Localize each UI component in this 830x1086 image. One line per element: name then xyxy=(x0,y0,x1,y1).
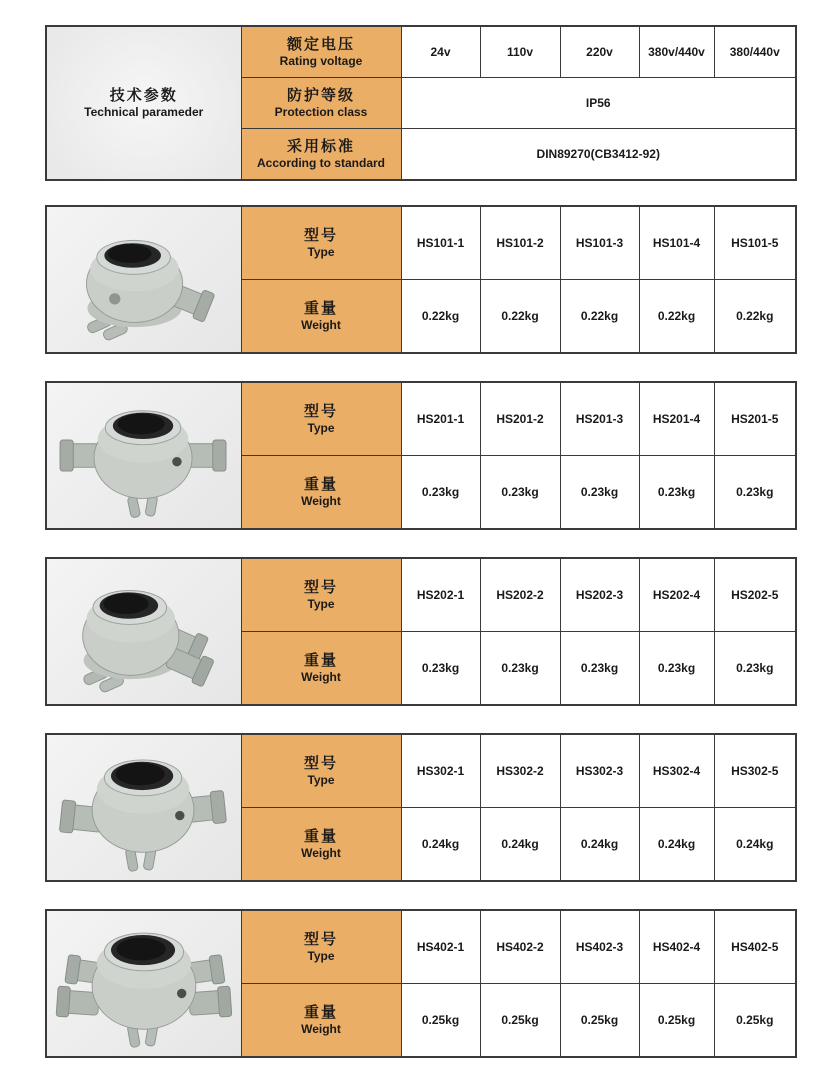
product-table-hs201 xyxy=(45,381,797,530)
type-value: HS402-5 xyxy=(714,910,796,984)
junction-box-four-outlets-image xyxy=(51,918,236,1050)
type-label-zh: 型号 xyxy=(303,930,338,948)
protection-class-value: IP56 xyxy=(401,78,796,129)
type-value: HS202-3 xyxy=(560,558,639,632)
standard-value: DIN89270(CB3412-92) xyxy=(401,129,796,181)
type-value: HS201-4 xyxy=(639,382,714,456)
type-value: HS101-2 xyxy=(480,206,560,280)
weight-value: 0.24kg xyxy=(714,808,796,882)
type-label-cell xyxy=(241,734,401,808)
type-label-en: Type xyxy=(307,596,335,611)
type-label-zh: 型号 xyxy=(303,578,338,596)
weight-label-en: Weight xyxy=(301,493,341,508)
type-value: HS201-1 xyxy=(401,382,480,456)
weight-value: 0.22kg xyxy=(560,280,639,354)
type-label-en: Type xyxy=(307,244,335,259)
weight-value: 0.25kg xyxy=(714,984,796,1058)
type-label-en: Type xyxy=(307,772,335,787)
weight-value: 0.24kg xyxy=(560,808,639,882)
type-value: HS201-2 xyxy=(480,382,560,456)
weight-value: 0.23kg xyxy=(714,456,796,530)
weight-value: 0.23kg xyxy=(480,456,560,530)
product-photo-hs302 xyxy=(46,734,241,881)
weight-label-cell xyxy=(241,456,401,530)
weight-value: 0.22kg xyxy=(480,280,560,354)
type-label-cell xyxy=(241,382,401,456)
voltage-value: 380/440v xyxy=(714,26,796,78)
weight-value: 0.22kg xyxy=(714,280,796,354)
type-label-cell xyxy=(241,206,401,280)
product-table-hs101 xyxy=(45,205,797,354)
product-photo-hs202 xyxy=(46,558,241,705)
weight-value: 0.24kg xyxy=(401,808,480,882)
type-value: HS101-4 xyxy=(639,206,714,280)
junction-box-two-side-outlets-image xyxy=(51,390,236,522)
type-label-zh: 型号 xyxy=(303,226,338,244)
product-table-hs302 xyxy=(45,733,797,882)
weight-value: 0.23kg xyxy=(401,456,480,530)
weight-label-zh: 重量 xyxy=(303,1003,338,1021)
type-label-cell xyxy=(241,558,401,632)
voltage-value: 220v xyxy=(560,26,639,78)
type-value: HS202-4 xyxy=(639,558,714,632)
weight-value: 0.25kg xyxy=(401,984,480,1058)
type-label-cell xyxy=(241,910,401,984)
type-value: HS202-2 xyxy=(480,558,560,632)
product-table-hs202 xyxy=(45,557,797,706)
type-value: HS402-1 xyxy=(401,910,480,984)
standard-label-cell xyxy=(241,129,401,181)
rating-voltage-label-cell xyxy=(241,26,401,78)
weight-value: 0.23kg xyxy=(560,456,639,530)
weight-label-cell xyxy=(241,984,401,1058)
type-value: HS201-5 xyxy=(714,382,796,456)
weight-value: 0.23kg xyxy=(639,632,714,706)
weight-value: 0.25kg xyxy=(639,984,714,1058)
tech-title-cell xyxy=(46,26,241,180)
type-value: HS402-2 xyxy=(480,910,560,984)
type-value: HS302-3 xyxy=(560,734,639,808)
standard-label-en: According to standard xyxy=(256,155,385,170)
tech-title-zh: 技术参数 xyxy=(109,86,178,104)
tech-parameters-table xyxy=(45,25,797,181)
type-value: HS101-1 xyxy=(401,206,480,280)
weight-value: 0.25kg xyxy=(560,984,639,1058)
weight-label-zh: 重量 xyxy=(303,299,338,317)
protection-class-label-en: Protection class xyxy=(274,104,368,119)
weight-label-cell xyxy=(241,808,401,882)
product-photo-hs101 xyxy=(46,206,241,353)
type-label-en: Type xyxy=(307,948,335,963)
product-photo-hs402 xyxy=(46,910,241,1057)
type-value: HS101-5 xyxy=(714,206,796,280)
weight-value: 0.24kg xyxy=(639,808,714,882)
weight-label-en: Weight xyxy=(301,1021,341,1036)
weight-label-en: Weight xyxy=(301,317,341,332)
weight-value: 0.23kg xyxy=(639,456,714,530)
junction-box-left-right-outlets-image xyxy=(51,742,236,874)
weight-label-en: Weight xyxy=(301,845,341,860)
weight-value: 0.23kg xyxy=(714,632,796,706)
rating-voltage-label-zh: 额定电压 xyxy=(286,35,355,53)
weight-value: 0.24kg xyxy=(480,808,560,882)
weight-label-zh: 重量 xyxy=(303,827,338,845)
protection-class-label-cell xyxy=(241,78,401,129)
type-label-zh: 型号 xyxy=(303,754,338,772)
product-photo-hs201 xyxy=(46,382,241,529)
voltage-value: 110v xyxy=(480,26,560,78)
type-value: HS402-4 xyxy=(639,910,714,984)
type-label-en: Type xyxy=(307,420,335,435)
weight-value: 0.23kg xyxy=(401,632,480,706)
type-value: HS302-4 xyxy=(639,734,714,808)
type-value: HS302-5 xyxy=(714,734,796,808)
weight-label-zh: 重量 xyxy=(303,651,338,669)
rating-voltage-label-en: Rating voltage xyxy=(279,53,363,68)
type-value: HS302-2 xyxy=(480,734,560,808)
protection-class-label-zh: 防护等级 xyxy=(286,86,355,104)
type-value: HS201-3 xyxy=(560,382,639,456)
type-value: HS402-3 xyxy=(560,910,639,984)
tech-title-en: Technical parameder xyxy=(84,104,204,119)
type-label-zh: 型号 xyxy=(303,402,338,420)
voltage-value: 380v/440v xyxy=(639,26,714,78)
type-value: HS202-5 xyxy=(714,558,796,632)
weight-label-cell xyxy=(241,280,401,354)
junction-box-one-right-outlet-image xyxy=(51,214,236,346)
weight-value: 0.22kg xyxy=(639,280,714,354)
weight-value: 0.25kg xyxy=(480,984,560,1058)
type-value: HS202-1 xyxy=(401,558,480,632)
weight-label-cell xyxy=(241,632,401,706)
standard-label-zh: 采用标准 xyxy=(286,137,355,155)
weight-label-zh: 重量 xyxy=(303,475,338,493)
weight-value: 0.22kg xyxy=(401,280,480,354)
weight-value: 0.23kg xyxy=(480,632,560,706)
product-table-hs402 xyxy=(45,909,797,1058)
weight-value: 0.23kg xyxy=(560,632,639,706)
type-value: HS101-3 xyxy=(560,206,639,280)
type-value: HS302-1 xyxy=(401,734,480,808)
weight-label-en: Weight xyxy=(301,669,341,684)
voltage-value: 24v xyxy=(401,26,480,78)
junction-box-two-right-outlets-image xyxy=(51,566,236,698)
